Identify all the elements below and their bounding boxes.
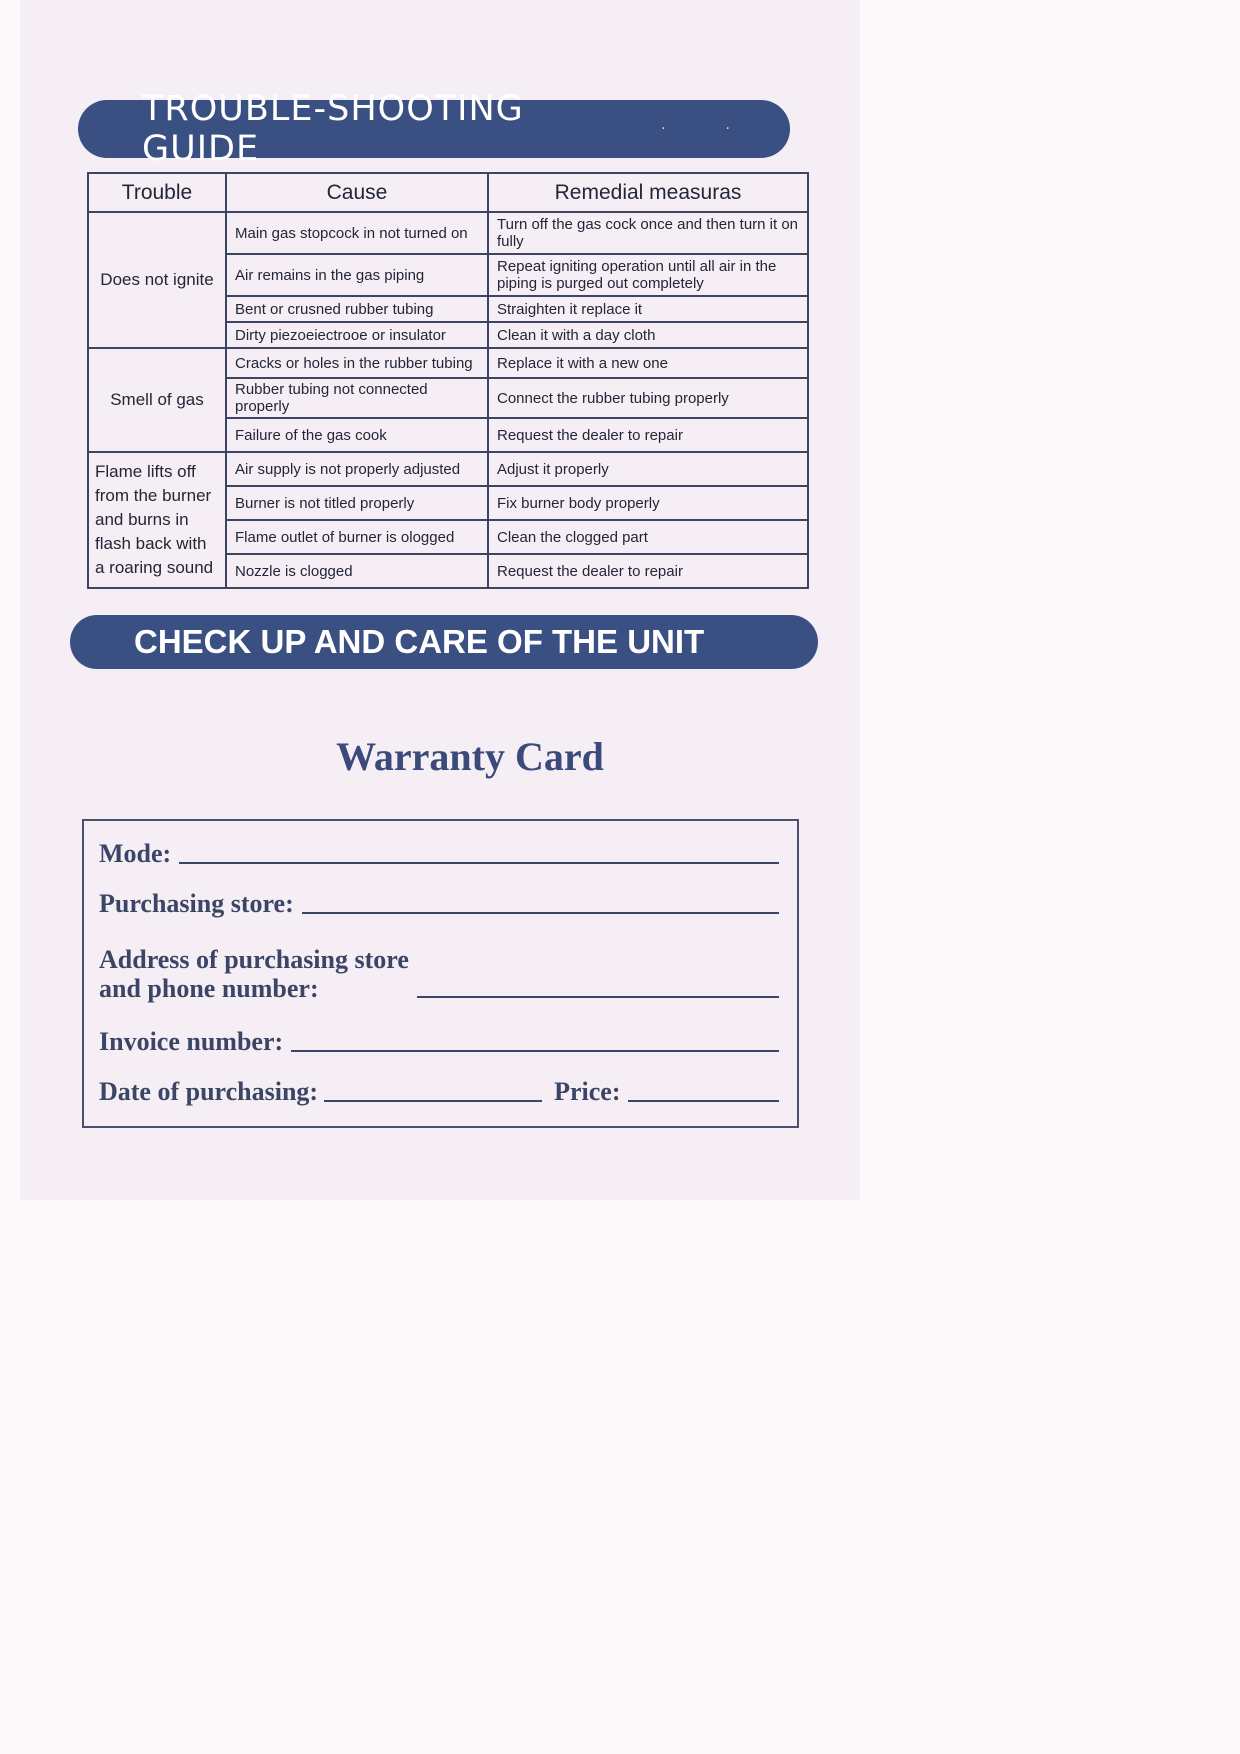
warranty-title: Warranty Card <box>336 734 604 779</box>
trouble-cell: Flame lifts off from the burner and burns in flash back with a roaring sound <box>88 452 226 588</box>
table-row <box>88 348 808 378</box>
store-line <box>99 889 779 919</box>
table-row <box>88 452 808 486</box>
cause-cell: Cracks or holes in the rubber tubing <box>226 348 488 378</box>
price-blank[interactable] <box>628 1100 779 1102</box>
troubleshooting-table <box>87 172 809 589</box>
cause-cell: Nozzle is clogged <box>226 554 488 588</box>
cause-cell: Main gas stopcock in not turned on <box>226 212 488 254</box>
remedy-cell: Clean the clogged part <box>488 520 808 554</box>
cause-cell: Failure of the gas cook <box>226 418 488 452</box>
invoice-blank[interactable] <box>291 1050 779 1052</box>
cause-cell: Air supply is not properly adjusted <box>226 452 488 486</box>
mode-label: Mode: <box>99 839 172 868</box>
date-price-line <box>99 1077 779 1107</box>
store-blank[interactable] <box>302 912 779 914</box>
price-label: Price: <box>554 1077 621 1106</box>
remedy-cell: Fix burner body properly <box>488 486 808 520</box>
table-row <box>88 212 808 254</box>
troubleshooting-banner <box>78 89 790 169</box>
date-label: Date of purchasing: <box>99 1077 319 1106</box>
store-label: Purchasing store: <box>99 889 294 918</box>
remedy-cell: Adjust it properly <box>488 452 808 486</box>
remedy-cell: Connect the rubber tubing properly <box>488 378 808 418</box>
cause-cell: Rubber tubing not connected properly <box>226 378 488 418</box>
remedy-cell: Repeat igniting operation until all air in the piping is purged out completely <box>488 254 808 296</box>
table-header-row <box>88 173 808 212</box>
banner-decoration-dots: ·· <box>661 121 790 137</box>
invoice-label: Invoice number: <box>99 1027 284 1056</box>
mode-blank[interactable] <box>179 862 779 864</box>
header-trouble: Trouble <box>88 173 226 212</box>
date-blank[interactable] <box>324 1100 542 1102</box>
header-cause: Cause <box>226 173 488 212</box>
cause-cell: Burner is not titled properly <box>226 486 488 520</box>
address-line <box>99 945 779 1003</box>
checkup-banner <box>70 615 818 669</box>
troubleshooting-title: TROUBLE-SHOOTING GUIDE <box>142 89 524 169</box>
trouble-cell: Smell of gas <box>88 348 226 452</box>
address-blank[interactable] <box>417 996 779 998</box>
remedy-cell: Turn off the gas cock once and then turn it on fully <box>488 212 808 254</box>
cause-cell: Air remains in the gas piping <box>226 254 488 296</box>
mode-line <box>99 839 779 869</box>
header-remedy: Remedial measuras <box>488 173 808 212</box>
cause-cell: Flame outlet of burner is ologged <box>226 520 488 554</box>
remedy-cell: Clean it with a day cloth <box>488 322 808 348</box>
invoice-line <box>99 1027 779 1057</box>
remedy-cell: Straighten it replace it <box>488 296 808 322</box>
trouble-cell: Does not ignite <box>88 212 226 348</box>
remedy-cell: Replace it with a new one <box>488 348 808 378</box>
cause-cell: Bent or crusned rubber tubing <box>226 296 488 322</box>
checkup-title: CHECK UP AND CARE OF THE UNIT <box>134 623 705 660</box>
cause-cell: Dirty piezoeiectrooe or insulator <box>226 322 488 348</box>
remedy-cell: Request the dealer to repair <box>488 554 808 588</box>
address-label: Address of purchasing store and phone number: <box>99 945 409 1003</box>
remedy-cell: Request the dealer to repair <box>488 418 808 452</box>
warranty-card <box>82 819 799 1128</box>
